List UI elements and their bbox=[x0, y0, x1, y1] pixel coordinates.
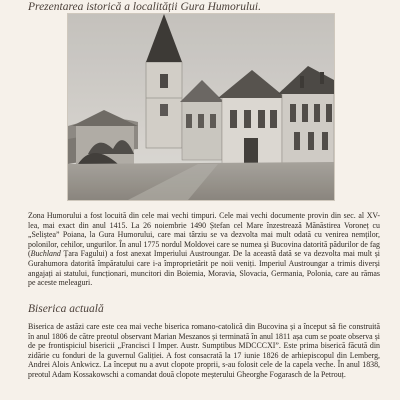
church-paragraph: Biserica de astăzi care este cea mai veche biserica romano-catolică din Bucovina și a început să fie construită în anul 1806 de către preotul observant Marian Meszanos și terminată în anul 1811 așa cum se poate observa și de pe frontispiciul bisericii „Francisci I Imper. Austr. Sumptibus MDCCCXI”. Este prima biserică făcută din zidărie cu fonduri de la guvernul Galiției. A fost consacrată la 17 iunie 1826 de arhiepiscopul din Lemberg, Andrei Alois Ankwicz. La început nu a avut clopote proprii, s-au folosit cele de la capela veche. În anul 1838, preotul Adam Kossakowschi a comandat două clopote meșterului Gheorghe Fogarasch de la Petrouț. bbox=[28, 322, 380, 379]
buchland-term: Buchland bbox=[30, 249, 61, 259]
town-photo-icon bbox=[68, 14, 334, 200]
history-text-part-a: Zona Humorului a fost locuită din cele mai vechi timpuri. Cele mai vechi documente provin din sec. al XV- lea, mai exact din anul 1415. La 26 noiembrie 1490 Ștefan cel Mare înzestrează Mănăstirea Voroneț cu „Seliștea” Poiana, la Gura Humorului, care mai târziu se va dezvolta mai mult odată cu venirea nemților, polonilor, cehilor, ungurilor. În anul 1775 nordul Moldovei care se numea și Bucovina datorită pădurilor de fag ( bbox=[28, 211, 380, 259]
section-title-church: Biserica actuală bbox=[28, 303, 104, 315]
historic-town-photo bbox=[68, 14, 334, 200]
history-paragraph bbox=[28, 211, 380, 295]
section-title-history: Prezentarea istorică a localității Gura Humorului. bbox=[28, 1, 261, 13]
history-text-part-b: Țara Fagului) a fost anexat Imperiului Austroungar. De la această dată se va dezvolta mai mult și Gurahumora datorită împăratului care i-a împroprietărit pe noii veniți. Imperiul Austroungar a trimis diverși angajați ai statului, funcționari, muncitori din Boiemia, Moravia, Slovacia, Germania, Polonia, care au rămas pe aceste meleaguri. bbox=[28, 249, 380, 288]
